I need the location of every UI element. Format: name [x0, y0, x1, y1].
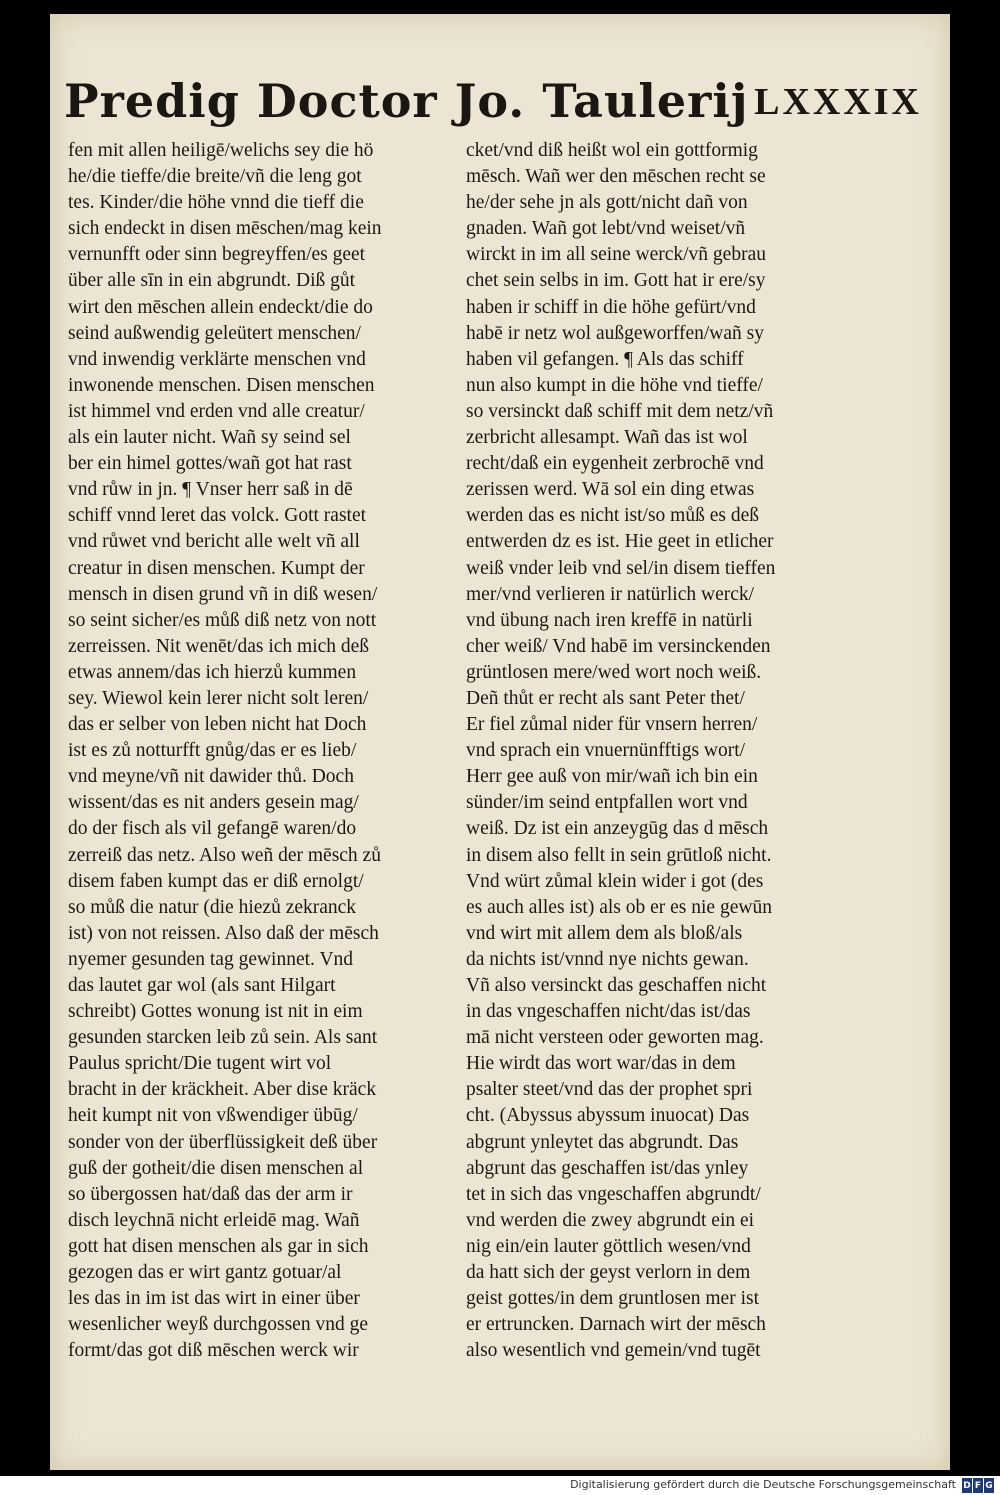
text-line: so versinckt daß schiff mit dem netz/vñ	[466, 400, 774, 422]
text-line: disch leychnā nicht erleidē mag. Wañ	[68, 1209, 360, 1231]
text-line: gesunden starcken leib zů sein. Als sant	[68, 1027, 378, 1049]
text-line: also wesentlich vnd gemein/vnd tugēt	[466, 1340, 761, 1362]
text-line: Vñ also versinckt das geschaffen nicht	[466, 975, 767, 996]
text-line: vnd růwet vnd bericht alle welt vñ all	[68, 531, 360, 553]
text-line: guß der gotheit/die disen menschen al	[68, 1157, 364, 1179]
text-line: creatur in disen menschen. Kumpt der	[68, 557, 365, 579]
text-line: Deñ thůt er recht als sant Peter thet/	[466, 687, 745, 709]
text-line: in das vngeschaffen nicht/das ist/das	[466, 1001, 751, 1023]
text-line: Paulus spricht/Die tugent wirt vol	[68, 1053, 332, 1075]
text-line: inwonende menschen. Disen menschen	[68, 374, 375, 396]
text-line: werden das es nicht ist/so můß es deß	[466, 505, 759, 527]
text-line: wissent/das es nit anders gesein mag/	[68, 792, 359, 814]
dfg-logo-letter: D	[962, 1478, 972, 1493]
text-line: haben ir schiff in die höhe gefürt/vnd	[466, 296, 756, 318]
text-line: psalter steet/vnd das der prophet spri	[466, 1079, 753, 1101]
text-line: entwerden dz es ist. Hie geet in etlicher	[466, 531, 774, 553]
text-line: recht/daß ein eygenheit zerbrochē vnd	[466, 453, 764, 475]
text-line: vnd růw in jn. ¶ Vnser herr saß in dē	[68, 479, 353, 501]
text-line: do der fisch als vil gefangē waren/do	[68, 818, 357, 840]
text-line: schiff vnnd leret das volck. Gott rastet	[68, 505, 367, 527]
text-line: mensch in disen grund vñ in diß wesen/	[68, 583, 378, 605]
text-line: chet sein selbs in im. Gott hat ir ere/sy	[466, 270, 766, 292]
text-line: wesenlicher weyß durchgossen vnd ge	[68, 1314, 368, 1336]
text-line: zerbricht allesampt. Wañ das ist wol	[466, 427, 748, 449]
text-line: nun also kumpt in die höhe vnd tieffe/	[466, 374, 763, 396]
text-line: ist himmel vnd erden vnd alle creatur/	[68, 400, 365, 422]
text-line: mer/vnd verlieren ir natürlich werck/	[466, 583, 755, 605]
text-line: bracht in der kräckheit. Aber dise kräck	[68, 1079, 377, 1101]
text-line: tes. Kinder/die höhe vnnd die tieff die	[68, 192, 364, 214]
text-line: seind außwendig geleütert menschen/	[68, 322, 361, 344]
text-line: he/der sehe jn als gott/nicht dañ von	[466, 192, 748, 214]
text-line: cht. (Abyssus abyssum inuocat) Das	[466, 1105, 750, 1127]
text-line: sünder/im seind entpfallen wort vnd	[466, 792, 748, 814]
text-line: nyemer gesunden tag gewinnet. Vnd	[68, 948, 354, 970]
folio-number: LXXXIX	[754, 81, 922, 123]
text-line: es auch alles ist) als ob er es nie gewūn	[466, 896, 772, 918]
text-line: Er fiel zůmal nider für vnsern herren/	[466, 714, 758, 736]
text-line: mā nicht versteen oder geworten mag.	[466, 1027, 764, 1049]
text-line: weiß. Dz ist ein anzeygūg das d mēsch	[466, 818, 769, 840]
text-line: zerreissen. Nit wenēt/das ich mich deß	[68, 635, 370, 657]
book-page	[50, 14, 950, 1470]
text-line: Vnd würt zůmal klein wider i got (des	[466, 870, 764, 892]
text-line: sonder von der überflüssigkeit deß über	[68, 1131, 378, 1153]
text-line: sey. Wiewol kein lerer nicht solt leren/	[68, 687, 369, 709]
text-column-right	[466, 138, 886, 1438]
text-line: wirt den mēschen allein endeckt/die do	[68, 296, 373, 318]
text-line: vernunfft oder sinn begreyffen/es geet	[68, 244, 366, 266]
text-line: heit kumpt nit von vßwendiger übūg/	[68, 1105, 358, 1127]
digitization-footer	[0, 1476, 1000, 1495]
text-line: habē ir netz wol außgeworffen/wañ sy	[466, 322, 764, 344]
text-line: das lautet gar wol (als sant Hilgart	[68, 975, 336, 996]
text-line: geist gottes/in dem gruntlosen mer ist	[466, 1288, 760, 1310]
text-line: he/die tieffe/die breite/vñ die leng got	[68, 166, 362, 188]
text-line: nig ein/ein lauter göttlich wesen/vnd	[466, 1235, 751, 1257]
dfg-logo	[962, 1478, 994, 1493]
text-line: da nichts ist/vnnd nye nichts gewan.	[466, 948, 749, 970]
text-line: abgrunt ynleytet das abgrundt. Das	[466, 1131, 739, 1153]
text-line: vnd inwendig verklärte menschen vnd	[68, 348, 366, 370]
text-line: zerreiß das netz. Also weñ der mēsch zů	[68, 844, 381, 866]
text-line: formt/das got diß mēschen werck wir	[68, 1340, 359, 1362]
running-title: Predig Doctor Jo. Taulerij	[64, 74, 749, 128]
text-line: in disem also fellt in sein grūtloß nicht.	[466, 844, 772, 866]
text-line: ber ein himel gottes/wañ got hat rast	[68, 453, 352, 475]
text-line: gezogen das er wirt gantz gotuar/al	[68, 1262, 342, 1284]
funding-credit: Digitalisierung gefördert durch die Deutsche Forschungsgemeinschaft	[570, 1478, 956, 1491]
text-column-left	[68, 138, 468, 1438]
text-line: gott hat disen menschen als gar in sich	[68, 1235, 369, 1257]
text-line: so seint sicher/es můß diß netz von nott	[68, 609, 377, 631]
text-line: er ertruncken. Darnach wirt der mēsch	[466, 1314, 766, 1336]
text-line: das er selber von leben nicht hat Doch	[68, 714, 367, 736]
text-line: vnd werden die zwey abgrundt ein ei	[466, 1209, 755, 1231]
text-line: gnaden. Wañ got lebt/vnd weiset/vñ	[466, 218, 746, 240]
text-line: Herr gee auß von mir/wañ ich bin ein	[466, 766, 758, 788]
text-line: haben vil gefangen. ¶ Als das schiff	[466, 348, 744, 370]
text-line: da hatt sich der geyst verlorn in dem	[466, 1262, 751, 1284]
text-line: so übergossen hat/daß das der arm ir	[68, 1183, 353, 1205]
dfg-logo-letter: G	[984, 1478, 994, 1493]
text-line: wirckt in im all seine werck/vñ gebrau	[466, 244, 766, 266]
text-line: ist) von not reissen. Also daß der mēsch	[68, 922, 379, 944]
text-line: grüntlosen mere/wed wort noch weiß.	[466, 661, 762, 683]
text-line: vnd meyne/vñ nit dawider thů. Doch	[68, 766, 354, 788]
text-line: vnd wirt mit allem dem als bloß/als	[466, 922, 743, 944]
text-line: als ein lauter nicht. Wañ sy seind sel	[68, 427, 351, 449]
text-line: Hie wirdt das wort war/das in dem	[466, 1053, 736, 1075]
text-line: weiß vnder leib vnd sel/in disem tieffen	[466, 557, 776, 579]
text-line: les das in im ist das wirt in einer über	[68, 1288, 360, 1310]
text-line: sich endeckt in disen mēschen/mag kein	[68, 218, 382, 240]
text-line: fen mit allen heiligē/welichs sey die hö	[68, 140, 374, 161]
text-line: abgrunt das geschaffen ist/das ynley	[466, 1157, 749, 1179]
text-line: cher weiß/ Vnd habē im versinckenden	[466, 635, 771, 657]
text-line: tet in sich das vngeschaffen abgrundt/	[466, 1183, 761, 1205]
text-line: mēsch. Wañ wer den mēschen recht se	[466, 166, 766, 188]
text-line: zerissen werd. Wā sol ein ding etwas	[466, 479, 755, 501]
text-line: vnd übung nach iren kreffē in natürli	[466, 609, 753, 631]
text-line: schreibt) Gottes wonung ist nit in eim	[68, 1001, 363, 1023]
text-line: etwas annem/das ich hierzů kummen	[68, 661, 357, 683]
text-line: disem faben kumpt das er diß ernolgt/	[68, 870, 364, 892]
text-line: ist es zů notturfft gnůg/das er es lieb/	[68, 740, 357, 762]
text-line: cket/vnd diß heißt wol ein gottformig	[466, 140, 758, 161]
text-line: über alle sīn in ein abgrundt. Diß gůt	[68, 270, 356, 292]
dfg-logo-letter: F	[973, 1478, 983, 1493]
text-line: so můß die natur (die hiezů zekranck	[68, 896, 357, 918]
text-line: vnd sprach ein vnuernünfftigs wort/	[466, 740, 746, 762]
